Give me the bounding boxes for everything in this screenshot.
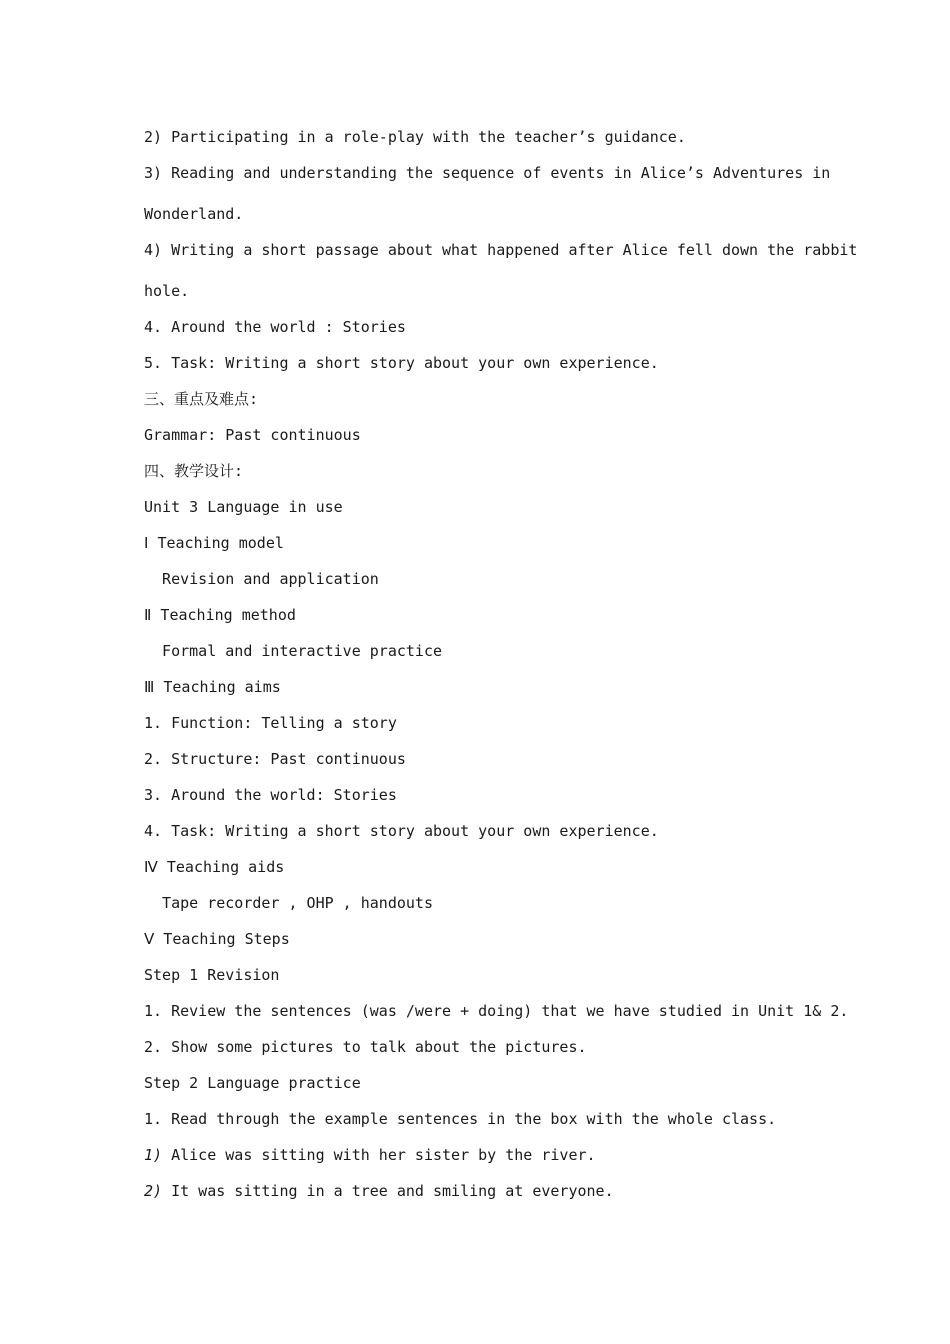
text-line: Ⅰ Teaching model (144, 534, 284, 552)
text-line: Ⅱ Teaching method (144, 606, 296, 624)
text-line: Step 1 Revision (144, 966, 280, 984)
text-line: 1. Review the sentences (was /were + doing) that we have studied in Unit 1& 2. (144, 1002, 849, 1020)
text-line: Grammar: Past continuous (144, 426, 361, 444)
example-sentence (144, 1182, 614, 1200)
text-line: Formal and interactive practice (144, 642, 443, 660)
text-line: 1. Function: Telling a story (144, 714, 397, 732)
section-heading: 三、重点及难点: (144, 390, 259, 408)
text-line: 2. Show some pictures to talk about the pictures. (144, 1038, 587, 1056)
text-line: Wonderland. (144, 205, 244, 223)
text-line: 4. Around the world : Stories (144, 318, 406, 336)
example-text: It was sitting in a tree and smiling at everyone. (162, 1182, 614, 1200)
text-line: 3. Around the world: Stories (144, 786, 397, 804)
text-line: Tape recorder , OHP , handouts (144, 894, 433, 912)
text-line: 2. Structure: Past continuous (144, 750, 406, 768)
text-line: 1. Read through the example sentences in the box with the whole class. (144, 1110, 777, 1128)
text-line: hole. (144, 282, 190, 300)
section-heading: 四、教学设计: (144, 462, 244, 480)
text-line: Step 2 Language practice (144, 1074, 361, 1092)
text-line: Revision and application (144, 570, 379, 588)
text-line: 5. Task: Writing a short story about your own experience. (144, 354, 659, 372)
example-text: Alice was sitting with her sister by the river. (162, 1146, 596, 1164)
text-line: Ⅴ Teaching Steps (144, 930, 290, 948)
text-line: Unit 3 Language in use (144, 498, 343, 516)
text-line: 3) Reading and understanding the sequence of events in Alice’s Adventures in (144, 164, 831, 182)
text-line: Ⅳ Teaching aids (144, 858, 285, 876)
text-line: 4) Writing a short passage about what happened after Alice fell down the rabbit (144, 241, 858, 259)
text-line: 2) Participating in a role-play with the teacher’s guidance. (144, 128, 686, 146)
example-sentence (144, 1146, 596, 1164)
text-line: Ⅲ Teaching aims (144, 678, 281, 696)
text-line: 4. Task: Writing a short story about your own experience. (144, 822, 659, 840)
example-number: 1) (144, 1146, 163, 1164)
example-number: 2) (144, 1182, 163, 1200)
